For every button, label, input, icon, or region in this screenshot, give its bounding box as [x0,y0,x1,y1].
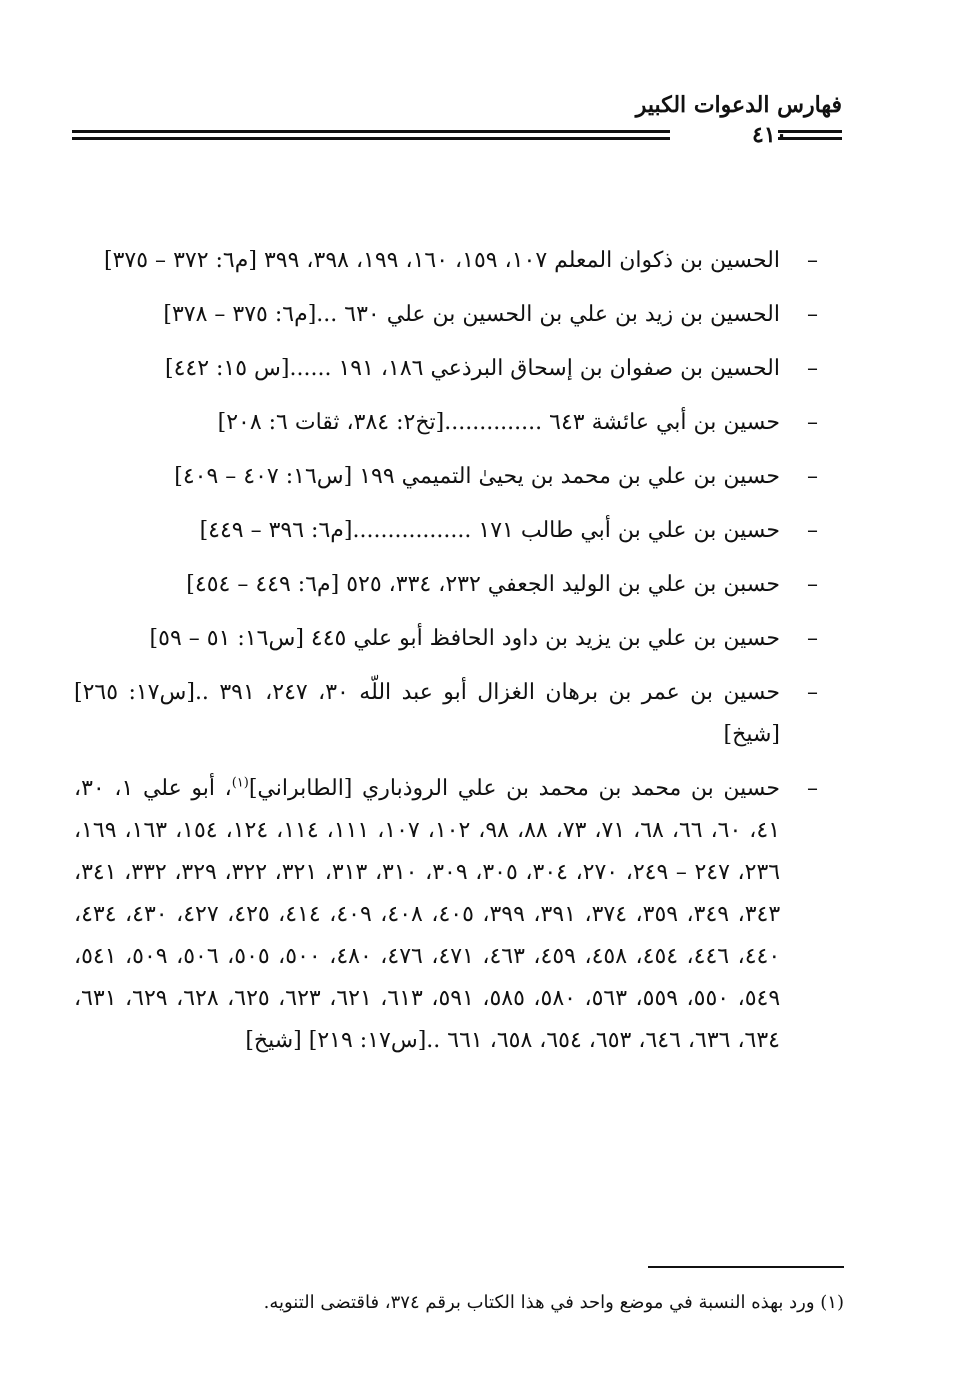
entry-dash: – [807,410,818,435]
entry-dash: – [807,464,818,489]
page-header [72,86,842,156]
header-rule-long-top [72,130,670,133]
index-entry [74,240,816,282]
entry-dash: – [807,302,818,327]
entry-text: حسين بن عمر بن برهان الغزال أبو عبد اللّه ٣٠، ٢٤٧، ٣٩١ ..[س١٧: ٢٦٥] [شيخ] [74,680,780,747]
entry-text: حسين بن أبي عائشة ٦٤٣ ..............[تخ٢: ٣٨٤، ثقات ٦: ٢٠٨] [217,410,780,435]
index-entries [74,240,816,1074]
header-rule-short-top [778,130,842,133]
entry-text: الحسين بن صفوان بن إسحاق البرذعي ١٨٦، ١٩١ ......[س ١٥: ٤٤٢] [164,356,780,381]
index-entry [74,672,816,756]
entry-text: حسين بن علي بن يزيد بن داود الحافظ أبو علي ٤٤٥ [س١٦: ٥١ – ٥٩] [149,626,780,651]
entry-dash: – [807,776,818,801]
header-rule-long-bottom [72,137,670,140]
index-entry [74,618,816,660]
entry-dash: – [807,626,818,651]
page-number: ٤١٠ [752,122,788,148]
header-title: فهارس الدعوات الكبير [635,92,842,118]
index-entry [74,768,816,1062]
index-entry [74,294,816,336]
entry-text [74,776,780,1053]
footnote-separator [648,1266,844,1268]
index-entry [74,564,816,606]
index-entry [74,348,816,390]
entry-dash: – [807,572,818,597]
entry-text: حسين بن علي بن أبي طالب ١٧١ .................[م٦: ٣٩٦ – ٤٤٩] [199,518,780,543]
entry-dash: – [807,518,818,543]
entry-text: حسبن بن علي بن الوليد الجعفي ٢٣٢، ٣٣٤، ٥٢٥ [م٦: ٤٤٩ – ٤٥٤] [186,572,780,597]
entry-text: الحسين بن زيد بن علي بن الحسين بن علي ٦٣٠ ...[م٦: ٣٧٥ – ٣٧٨] [163,302,780,327]
index-entry [74,510,816,552]
entry-text: الحسين بن ذكوان المعلم ١٠٧، ١٥٩، ١٦٠، ١٩٩، ٣٩٨، ٣٩٩ [م٦: ٣٧٢ – ٣٧٥] [104,248,780,273]
entry-text: حسين بن علي بن محمد بن يحيىٰ التميمي ١٩٩ [س١٦: ٤٠٧ – ٤٠٩] [174,464,780,489]
footnote: (١) ورد بهذه النسبة في موضع واحد في هذا الكتاب برقم ٣٧٤، فاقتضى التنويه. [263,1292,844,1313]
footnote-marker: (١) [231,775,249,791]
index-entry [74,456,816,498]
entry-dash: – [807,356,818,381]
entry-dash: – [807,248,818,273]
entry-text-after-note: ، أبو علي ١، ٣٠، ٤١، ٦٠، ٦٦، ٦٨، ٧١، ٧٣، ٨٨، ٩٨، ١٠٢، ١٠٧، ١١١، ١١٤، ١٢٤، ١٥٤، ١٦٣، ١٦٩، ٢٣٦، ٢٤٧ – ٢٤٩، ٢٧٠، ٣٠٤، ٣٠٥، ٣٠٩، ٣١٠، ٣١٣، ٣٢١، ٣٢٢، ٣٢٩، ٣٣٢، ٣٤١، ٣٤٣، ٣٤٩، ٣٥٩، ٣٧٤، ٣٩١، ٣٩٩، ٤٠٥، ٤٠٨، ٤٠٩، ٤١٤، ٤٢٥، ٤٢٧، ٤٣٠، ٤٣٤، ٤٤٠، ٤٤٦، ٤٥٤، ٤٥٨، ٤٥٩، ٤٦٣، ٤٧١، ٤٧٦، ٤٨٠، ٥٠٠، ٥٠٥، ٥٠٦، ٥٠٩، ٥٤١، ٥٤٩، ٥٥٠، ٥٥٩، ٥٦٣، ٥٨٠، ٥٨٥، ٥٩١، ٦١٣، ٦٢١، ٦٢٣، ٦٢٥، ٦٢٨، ٦٢٩، ٦٣١، ٦٣٤، ٦٣٦، ٦٤٦، ٦٥٣، ٦٥٤، ٦٥٨، ٦٦١ ..[س١٧: ٢١٩] [شيخ] [74,776,781,1053]
index-entry [74,402,816,444]
entry-text-before-note: حسين بن محمد بن محمد بن علي الروذباري [الطابراني] [248,776,781,801]
header-rule-short-bottom [778,137,842,140]
entry-dash: – [807,680,818,705]
